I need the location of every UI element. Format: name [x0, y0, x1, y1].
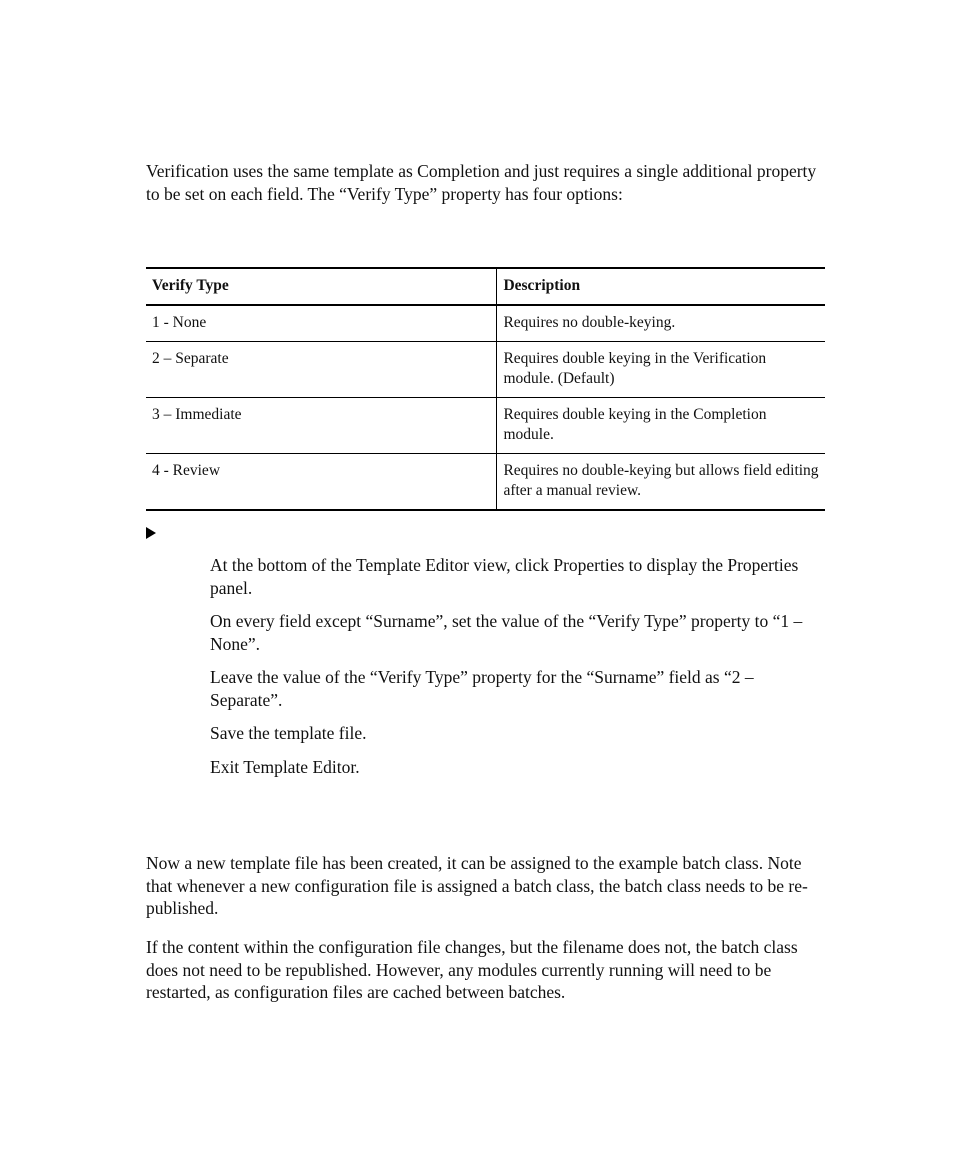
- cache-note-paragraph: If the content within the configuration file changes, but the filename does not, the batch class does not need to be republished. However, any modules currently running will need to be restarted, as configuration files are cached between batches.: [146, 937, 798, 1002]
- description-cell: Requires double keying in the Completion module.: [497, 398, 825, 454]
- table-row: [146, 398, 825, 454]
- verify-type-cell: 2 – Separate: [146, 342, 497, 398]
- column-header-verify-type: Verify Type: [146, 268, 497, 305]
- step-item: Exit Template Editor.: [210, 756, 360, 777]
- column-header-description: Description: [497, 268, 825, 305]
- verify-type-cell: 4 - Review: [146, 454, 497, 511]
- step-item: At the bottom of the Template Editor view, click Properties to display the Properties panel.: [210, 555, 799, 598]
- table-row: [146, 342, 825, 398]
- description-cell: Requires no double-keying but allows field editing after a manual review.: [497, 454, 825, 511]
- description-cell: Requires no double-keying.: [497, 305, 825, 342]
- procedure-steps: [210, 554, 826, 789]
- intro-paragraph: Verification uses the same template as Completion and just requires a single additional property to be set on each field. The “Verify Type” property has four options:: [146, 161, 817, 204]
- assign-template-paragraph: Now a new template file has been created, it can be assigned to the example batch class. Note that whenever a new configuration file is assigned a batch class, the batch class needs to be re-published.: [146, 853, 808, 918]
- verify-type-cell: 1 - None: [146, 305, 497, 342]
- step-item: Save the template file.: [210, 723, 367, 743]
- verify-type-cell: 3 – Immediate: [146, 398, 497, 454]
- step-item: Leave the value of the “Verify Type” property for the “Surname” field as “2 – Separate”.: [210, 667, 754, 710]
- step-item: On every field except “Surname”, set the value of the “Verify Type” property to “1 – None”.: [210, 611, 803, 654]
- table-row: [146, 305, 825, 342]
- table-row: [146, 454, 825, 511]
- verify-type-table: [146, 267, 825, 511]
- triangle-right-icon: [146, 527, 156, 539]
- table-header-row: [146, 268, 825, 305]
- description-cell: Requires double keying in the Verification module. (Default): [497, 342, 825, 398]
